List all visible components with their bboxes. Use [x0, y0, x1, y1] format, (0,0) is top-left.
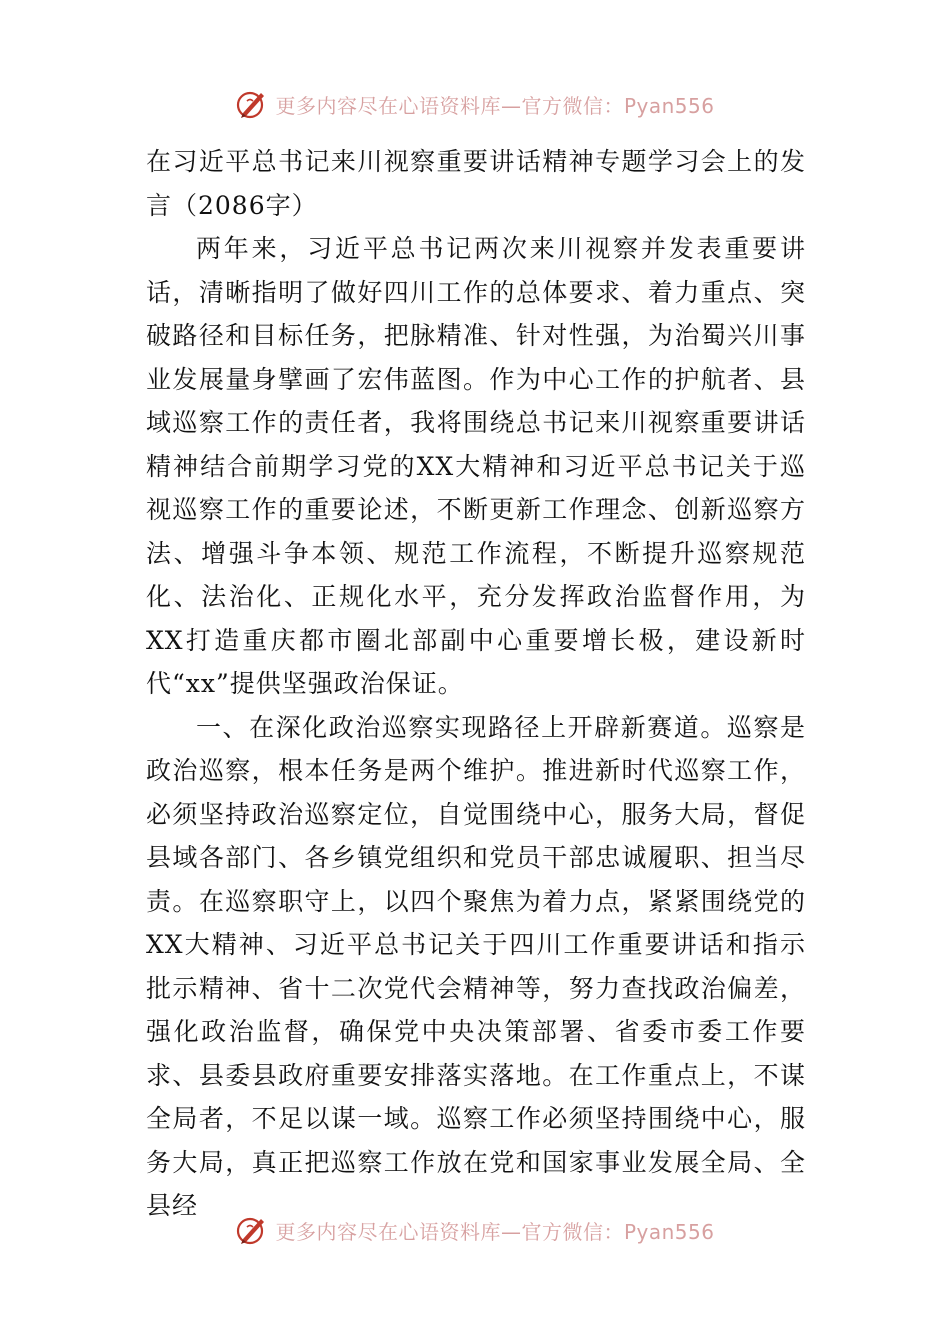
watermark-banner-bottom: [0, 1210, 950, 1250]
watermark-banner-top: [0, 84, 950, 124]
paragraph: 一、在深化政治巡察实现路径上开辟新赛道。巡察是政治巡察，根本任务是两个维护。推进新时代巡察工作，必须坚持政治巡察定位，自觉围绕中心，服务大局，督促县域各部门、各乡镇党组织和党员干部忠诚履职、担当尽责。在巡察职守上，以四个聚焦为着力点，紧紧围绕党的XX大精神、习近平总书记关于四川工作重要讲话和指示批示精神、省十二次党代会精神等，努力查找政治偏差，强化政治监督，确保党中央决策部署、省委市委工作要求、县委县政府重要安排落实落地。在工作重点上，不谋全局者，不足以谋一域。巡察工作必须坚持围绕中心，服务大局，真正把巡察工作放在党和国家事业发展全局、全县经: [146, 712, 806, 1220]
paragraph: 两年来，习近平总书记两次来川视察并发表重要讲话，清晰指明了做好四川工作的总体要求、着力重点、突破路径和目标任务，把脉精准、针对性强，为治蜀兴川事业发展量身擘画了宏伟蓝图。作为中心工作的护航者、县域巡察工作的责任者，我将围绕总书记来川视察重要讲话精神结合前期学习党的XX大精神和习近平总书记关于巡视巡察工作的重要论述，不断更新工作理念、创新巡察方法、增强斗争本领、规范工作流程，不断提升巡察规范化、法治化、正规化水平，充分发挥政治监督作用，为XX打造重庆都市圈北部副中心重要增长极，建设新时代“xx”提供坚强政治保证。: [146, 234, 806, 698]
document-body: [146, 140, 806, 1228]
watermark-text: 更多内容尽在心语资料库—官方微信：Pyan556: [275, 93, 715, 118]
pen-logo-icon: [235, 87, 269, 121]
pen-logo-icon: [235, 1213, 269, 1247]
watermark-text: 更多内容尽在心语资料库—官方微信：Pyan556: [275, 1219, 715, 1244]
document-title: 在习近平总书记来川视察重要讲话精神专题学习会上的发言（2086字）: [146, 147, 806, 220]
